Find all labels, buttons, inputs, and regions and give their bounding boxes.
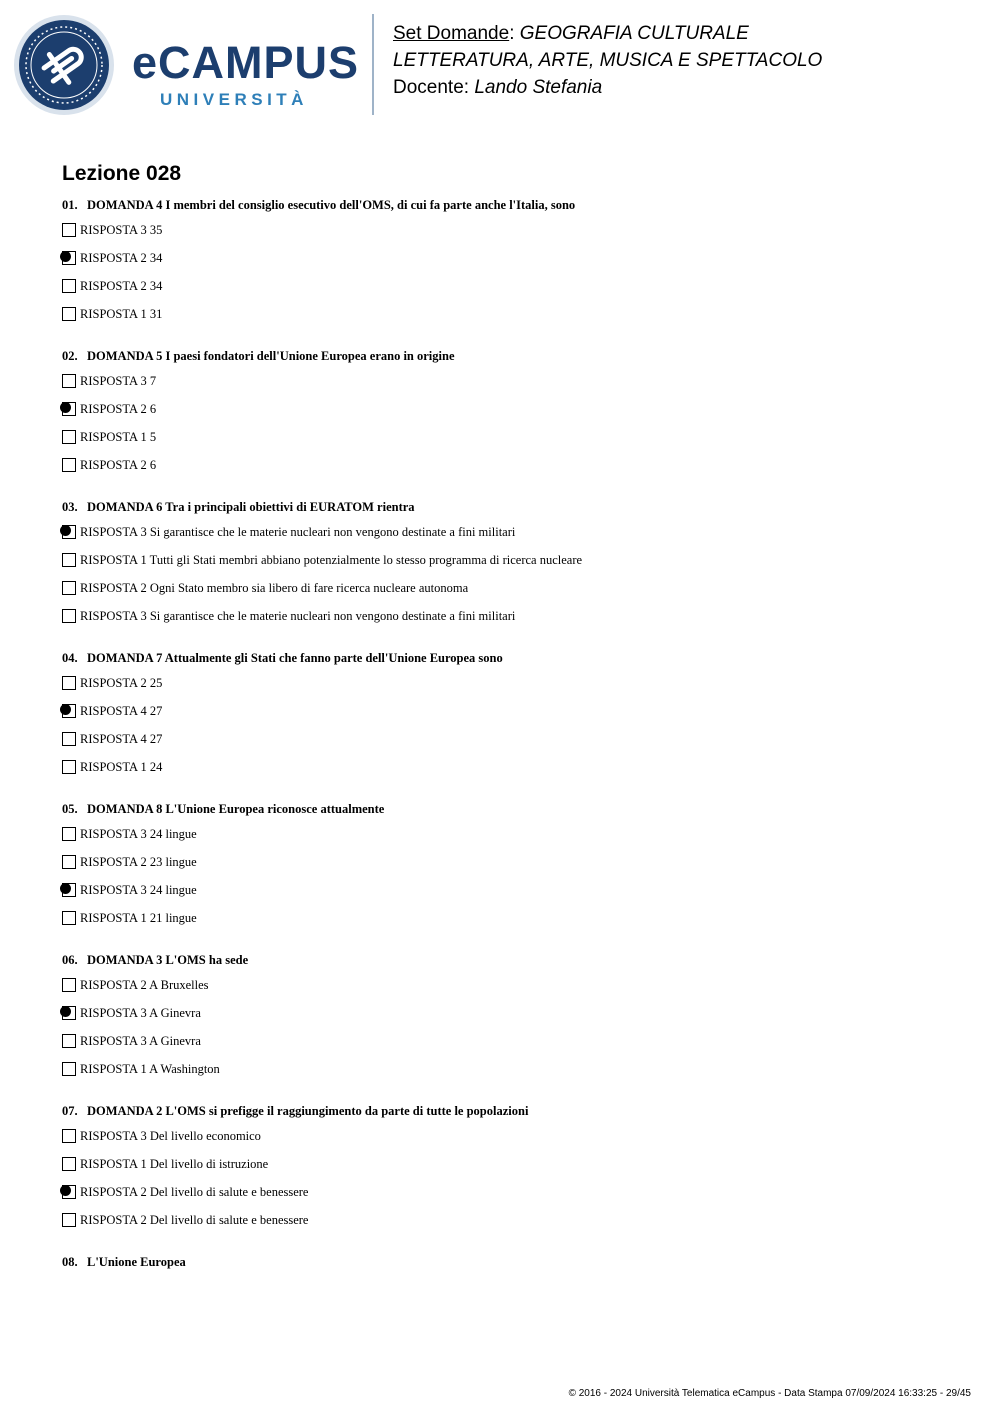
- question-title: [62, 951, 962, 970]
- question-number: 08.: [62, 1255, 78, 1269]
- answer-list: [62, 668, 962, 787]
- answer-text: RISPOSTA 1 Tutti gli Stati membri abbiano potenzialmente lo stesso programma di ricerca nucleare: [80, 553, 583, 567]
- question-block: [62, 951, 962, 1102]
- answer-checkbox[interactable]: [62, 1157, 76, 1171]
- answer-option[interactable]: [62, 759, 962, 787]
- question-title: [62, 196, 962, 215]
- answer-option[interactable]: [62, 278, 962, 306]
- answer-option[interactable]: [62, 222, 962, 250]
- answer-checkbox[interactable]: [62, 676, 76, 690]
- answer-checkbox[interactable]: [62, 307, 76, 321]
- answer-text: RISPOSTA 2 A Bruxelles: [80, 978, 209, 992]
- answer-option[interactable]: [62, 580, 962, 608]
- answer-text: RISPOSTA 2 34: [80, 251, 163, 265]
- answer-checkbox[interactable]: [62, 430, 76, 444]
- answer-text: RISPOSTA 3 Si garantisce che le materie nucleari non vengono destinate a fini militari: [80, 525, 516, 539]
- answer-checkbox[interactable]: [62, 978, 76, 992]
- answer-text: RISPOSTA 3 7: [80, 374, 157, 388]
- answer-text: RISPOSTA 1 21 lingue: [80, 911, 197, 925]
- question-text: L'Unione Europea: [87, 1255, 186, 1269]
- question-number: 02.: [62, 349, 78, 363]
- answer-option[interactable]: [62, 1128, 962, 1156]
- question-number: 06.: [62, 953, 78, 967]
- selected-mark-icon: [60, 704, 71, 715]
- answer-option[interactable]: [62, 1212, 962, 1240]
- question-block: [62, 1102, 962, 1253]
- answer-text: RISPOSTA 3 35: [80, 223, 163, 237]
- answer-option[interactable]: [62, 1005, 962, 1033]
- question-title: [62, 800, 962, 819]
- answer-checkbox[interactable]: [62, 1062, 76, 1076]
- answer-checkbox[interactable]: [62, 458, 76, 472]
- answer-option[interactable]: [62, 675, 962, 703]
- selected-mark-icon: [60, 402, 71, 413]
- answer-list: [62, 366, 962, 485]
- answer-option[interactable]: [62, 250, 962, 278]
- answer-checkbox[interactable]: [62, 855, 76, 869]
- answer-checkbox[interactable]: [62, 827, 76, 841]
- answer-text: RISPOSTA 3 24 lingue: [80, 827, 197, 841]
- set-label: Set Domande: [393, 23, 510, 44]
- ecampus-logo: [14, 14, 364, 116]
- answer-checkbox[interactable]: [62, 911, 76, 925]
- question-title: [62, 1102, 962, 1121]
- question-block: [62, 649, 962, 800]
- answer-text: RISPOSTA 2 6: [80, 402, 157, 416]
- answer-text: RISPOSTA 2 23 lingue: [80, 855, 197, 869]
- question-block: [62, 800, 962, 951]
- question-number: 03.: [62, 500, 78, 514]
- answer-text: RISPOSTA 3 A Ginevra: [80, 1034, 201, 1048]
- answer-checkbox[interactable]: [62, 581, 76, 595]
- answer-option[interactable]: [62, 306, 962, 334]
- question-text: DOMANDA 4 I membri del consiglio esecutivo dell'OMS, di cui fa parte anche l'Italia, sono: [87, 198, 576, 212]
- answer-option[interactable]: [62, 1156, 962, 1184]
- answer-option[interactable]: [62, 457, 962, 485]
- answer-text: RISPOSTA 3 A Ginevra: [80, 1006, 201, 1020]
- selected-mark-icon: [60, 251, 71, 262]
- answer-checkbox[interactable]: [62, 1213, 76, 1227]
- answer-list: [62, 819, 962, 938]
- answer-text: RISPOSTA 2 Del livello di salute e benessere: [80, 1213, 309, 1227]
- answer-option[interactable]: [62, 1061, 962, 1089]
- answer-option[interactable]: [62, 552, 962, 580]
- answer-checkbox[interactable]: [62, 732, 76, 746]
- answer-text: RISPOSTA 2 34: [80, 279, 163, 293]
- answer-checkbox[interactable]: [62, 1129, 76, 1143]
- answer-list: [62, 517, 962, 636]
- answer-checkbox[interactable]: [62, 760, 76, 774]
- answer-list: [62, 970, 962, 1089]
- answer-text: RISPOSTA 2 25: [80, 676, 163, 690]
- page-footer: © 2016 - 2024 Università Telematica eCampus - Data Stampa 07/09/2024 16:33:25 - 29/45: [568, 1388, 971, 1399]
- logo-wordmark: eCAMPUS: [132, 37, 360, 88]
- answer-option[interactable]: [62, 429, 962, 457]
- question-text: DOMANDA 8 L'Unione Europea riconosce attualmente: [87, 802, 385, 816]
- answer-text: RISPOSTA 1 31: [80, 307, 163, 321]
- answer-option[interactable]: [62, 731, 962, 759]
- question-list: [62, 196, 962, 1283]
- set-title-line1: GEOGRAFIA CULTURALE: [519, 23, 749, 44]
- answer-checkbox[interactable]: [62, 553, 76, 567]
- docente-name: Lando Stefania: [474, 77, 603, 98]
- selected-mark-icon: [60, 525, 71, 536]
- question-block: [62, 1253, 962, 1283]
- answer-text: RISPOSTA 2 Del livello di salute e benessere: [80, 1185, 309, 1199]
- answer-option[interactable]: [62, 373, 962, 401]
- question-title: [62, 649, 962, 668]
- question-title: [62, 1253, 962, 1272]
- answer-option[interactable]: [62, 854, 962, 882]
- set-info: Set Domande: GEOGRAFIA CULTURALE LETTERATURA, ARTE, MUSICA E SPETTACOLO Docente: Lando Stefania: [393, 23, 823, 98]
- answer-text: RISPOSTA 1 Del livello di istruzione: [80, 1157, 269, 1171]
- answer-option[interactable]: [62, 608, 962, 636]
- selected-mark-icon: [60, 1006, 71, 1017]
- question-title: [62, 498, 962, 517]
- answer-text: RISPOSTA 2 Ogni Stato membro sia libero di fare ricerca nucleare autonoma: [80, 581, 469, 595]
- answer-text: RISPOSTA 2 6: [80, 458, 157, 472]
- question-text: DOMANDA 5 I paesi fondatori dell'Unione Europea erano in origine: [87, 349, 455, 363]
- answer-option[interactable]: [62, 1184, 962, 1212]
- answer-checkbox[interactable]: [62, 609, 76, 623]
- page-header: [0, 0, 1000, 120]
- selected-mark-icon: [60, 883, 71, 894]
- question-text: DOMANDA 2 L'OMS si prefigge il raggiungimento da parte di tutte le popolazioni: [87, 1104, 529, 1118]
- question-text: DOMANDA 6 Tra i principali obiettivi di EURATOM rientra: [87, 500, 415, 514]
- logo-subtitle: UNIVERSITÀ: [160, 90, 308, 109]
- answer-option[interactable]: [62, 882, 962, 910]
- answer-list: [62, 215, 962, 334]
- answer-list: [62, 1121, 962, 1240]
- question-text: DOMANDA 7 Attualmente gli Stati che fanno parte dell'Unione Europea sono: [87, 651, 503, 665]
- answer-option[interactable]: [62, 910, 962, 938]
- answer-text: RISPOSTA 1 A Washington: [80, 1062, 220, 1076]
- answer-text: RISPOSTA 3 24 lingue: [80, 883, 197, 897]
- question-block: [62, 196, 962, 347]
- question-number: 05.: [62, 802, 78, 816]
- answer-option[interactable]: [62, 826, 962, 854]
- question-block: [62, 347, 962, 498]
- answer-text: RISPOSTA 1 5: [80, 430, 157, 444]
- header-divider: [372, 14, 374, 115]
- answer-text: RISPOSTA 4 27: [80, 704, 163, 718]
- answer-checkbox[interactable]: [62, 223, 76, 237]
- question-block: [62, 498, 962, 649]
- answer-option[interactable]: [62, 524, 962, 552]
- set-title-line2: LETTERATURA, ARTE, MUSICA E SPETTACOLO: [393, 50, 823, 71]
- lesson-title: Lezione 028: [62, 162, 182, 185]
- answer-text: RISPOSTA 4 27: [80, 732, 163, 746]
- answer-option[interactable]: [62, 977, 962, 1005]
- answer-text: RISPOSTA 3 Si garantisce che le materie nucleari non vengono destinate a fini militari: [80, 609, 516, 623]
- answer-option[interactable]: [62, 1033, 962, 1061]
- answer-checkbox[interactable]: [62, 1034, 76, 1048]
- answer-text: RISPOSTA 3 Del livello economico: [80, 1129, 261, 1143]
- docente-label: Docente:: [393, 77, 470, 98]
- question-number: 07.: [62, 1104, 78, 1118]
- selected-mark-icon: [60, 1185, 71, 1196]
- answer-checkbox[interactable]: [62, 279, 76, 293]
- answer-option[interactable]: [62, 703, 962, 731]
- answer-option[interactable]: [62, 401, 962, 429]
- answer-checkbox[interactable]: [62, 374, 76, 388]
- question-number: 01.: [62, 198, 78, 212]
- answer-text: RISPOSTA 1 24: [80, 760, 163, 774]
- question-title: [62, 347, 962, 366]
- question-text: DOMANDA 3 L'OMS ha sede: [87, 953, 249, 967]
- question-number: 04.: [62, 651, 78, 665]
